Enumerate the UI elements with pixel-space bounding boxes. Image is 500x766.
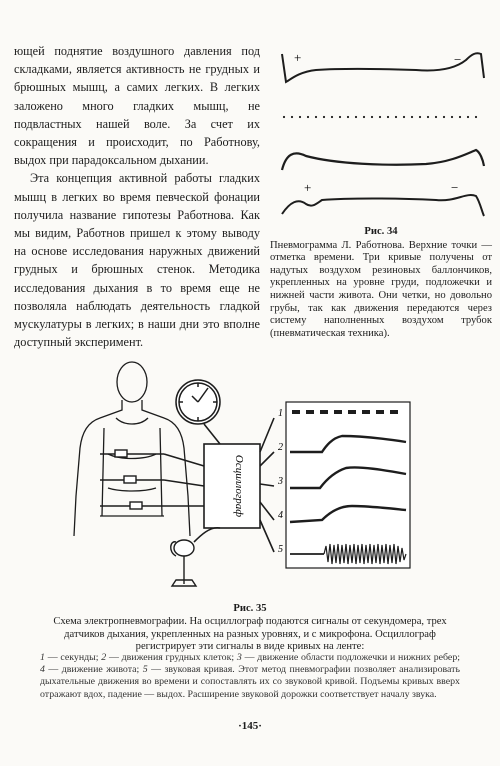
legend-num-3: 3 xyxy=(236,652,242,663)
time-marks-dots xyxy=(283,116,477,118)
figure-35-legend xyxy=(40,652,460,701)
human-torso-illustration xyxy=(74,362,190,536)
plus-mark-2: + xyxy=(304,180,312,195)
body-paragraph-1: ющей поднятие воздушного давления под складками, является активность не грудных и брюшных мышц, а самих легких. В легких заложено много гладких мышц, не подвластных нашей воле. За счет их сокращения и происходит, по Работнову, выдох при парадоксальном дыхании. xyxy=(14,44,260,168)
trace-number-3: 3 xyxy=(278,476,283,487)
plus-mark-1: + xyxy=(294,50,302,65)
oscillograph-box xyxy=(204,444,260,528)
legend-num-2: 2 xyxy=(101,652,107,663)
microphone-icon xyxy=(171,540,196,586)
trace-number-2: 2 xyxy=(278,442,283,453)
figure-34-caption-block xyxy=(270,226,492,340)
figure-34-caption: Пневмограмма Л. Работнова. Верхние точки — отметка времени. Три кривые получены от надутых воздухом резиновых баллончиков, укрепленных на уровне груди, подложечки и нижней части живота. Они четки, но довольно грубы, так как движения передаются через систему наполненных воздухом трубок (пневматическая техника). xyxy=(270,239,492,339)
body-paragraph-2: Эта концепция активной работы гладких мышц в легких во время певческой фонации получила название гипотезы Работнова. Как мы видим, Работнов пришел к этому выводу на основе исследования наружных движений грудных и брюшных стенок. Методика исследования дыхания в то время еще не позволяла наблюдать деятельность гладкой мускулатуры в легких; в наши дни это вполне доступный эксперимент. xyxy=(14,171,260,350)
trace-number-5: 5 xyxy=(278,544,283,555)
figure-34-pneumogram xyxy=(276,42,486,222)
pneumogram-middle-curve xyxy=(282,150,484,170)
stopwatch-icon xyxy=(176,380,220,424)
legend-text-5: — звуковая кривая. Этот метод пневмографии позволяет анализировать дыхательные движения во времени и сопоставлять их со звуковой кривой. Подъемы кривых вверх отражают вдох, падение — выдох. Расширение звуковой дорожки соответствует началу звука. xyxy=(40,664,460,700)
figure-35-label: Рис. 35 xyxy=(233,603,267,614)
page-number: ·145· xyxy=(238,720,262,732)
figure-35-schematic xyxy=(60,356,440,601)
legend-num-4: 4 xyxy=(40,664,45,676)
pneumogram-bottom-curve xyxy=(282,195,484,216)
legend-text-2: — движения грудных клеток; xyxy=(106,652,237,663)
minus-mark-1: − xyxy=(454,52,462,67)
minus-mark-2: − xyxy=(451,180,459,195)
legend-num-1: 1 xyxy=(40,652,45,663)
legend-text-4: — движение живота; xyxy=(44,664,143,676)
trace-number-1: 1 xyxy=(278,408,283,419)
legend-text-1: — секунды; xyxy=(44,652,102,663)
legend-text-3: — движение области подложечки и нижних ребер; xyxy=(241,652,461,663)
figure-34-label: Рис. 34 xyxy=(364,226,398,237)
figure-35-caption: Схема электропневмографии. На осциллограф подаются сигналы от секундомера, трех датчиков дыхания, укрепленных на разных уровнях, и с микрофона. Осциллограф регистрирует эти сигналы в виде кривых на ленте: xyxy=(53,615,447,653)
figure-35-caption-block xyxy=(40,603,460,654)
trace-number-4: 4 xyxy=(278,510,283,521)
legend-num-5: 5 xyxy=(142,664,148,676)
body-text-column xyxy=(14,42,260,351)
recording-tape xyxy=(286,402,410,568)
oscillograph-label: Осциллограф xyxy=(233,454,245,518)
